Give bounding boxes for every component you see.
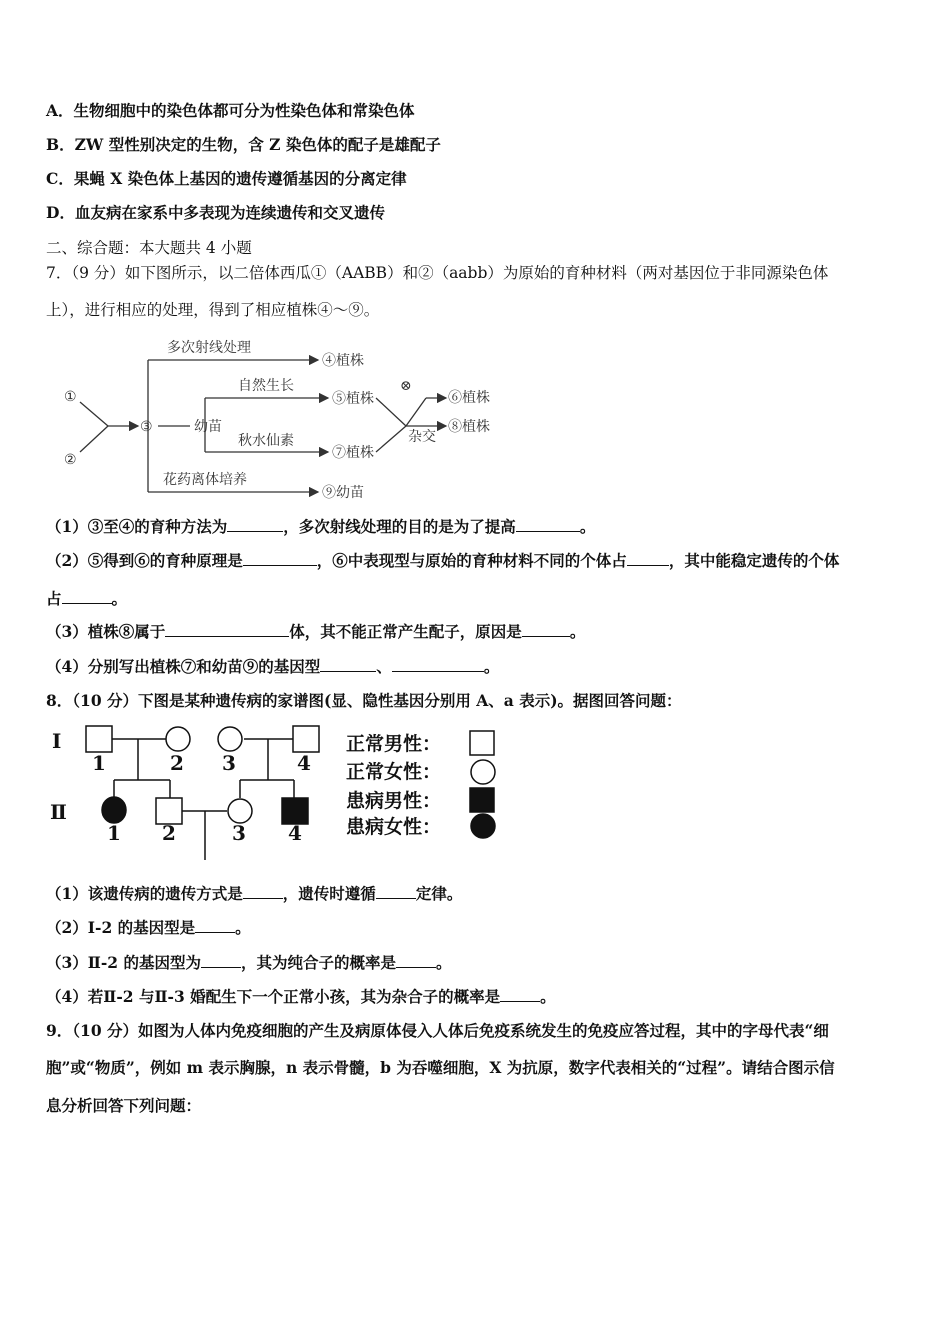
legend-affected-female-symbol <box>471 814 495 838</box>
generation-i-label: Ⅰ <box>52 729 62 753</box>
label-i1: 1 <box>92 751 106 775</box>
q7-sub1: （1）③至④的育种方法为 ，多次射线处理的目的是为了提高 。 <box>46 517 596 536</box>
plant-5: ⑤植株 <box>332 391 374 407</box>
label-ii2: 2 <box>162 821 176 845</box>
legend-normal-male-symbol <box>470 731 494 755</box>
q9-line2: 胞”或“物质”，例如 m 表示胸腺，n 表示骨髓，b 为吞噬细胞，X 为抗原，数字代表相关的“过程”。请结合图示信 <box>46 1058 835 1077</box>
q7-sub3: （3）植株⑧属于 体，其不能正常产生配子，原因是 。 <box>46 622 586 641</box>
legend-affected-male-symbol <box>470 788 494 812</box>
i2-normal-female <box>166 727 190 751</box>
generation-ii-label: Ⅱ <box>50 800 67 824</box>
i1-normal-male <box>86 726 112 752</box>
legend-affected-female: 患病女性： <box>346 816 442 838</box>
q7-stem-line1: 7．（9 分）如下图所示，以二倍体西瓜①（AABB）和②（aabb）为原始的育种材料（两对基因位于非同源染色体 <box>46 264 829 282</box>
legend-affected-male: 患病男性： <box>346 790 442 812</box>
legend-normal-female-symbol <box>471 760 495 784</box>
legend-normal-male: 正常男性： <box>346 733 442 755</box>
label-ii3: 3 <box>232 821 246 845</box>
node-1: ① <box>64 389 77 405</box>
pedigree-chart <box>46 718 516 868</box>
label-ii1: 1 <box>107 821 121 845</box>
node-3: ③ <box>140 419 153 435</box>
plant-6: ⑥植株 <box>448 390 490 406</box>
ii1-affected-female <box>102 797 126 823</box>
plant-4: ④植株 <box>322 353 364 369</box>
label-colchicine: 秋水仙素 <box>238 433 294 449</box>
label-i4: 4 <box>297 751 311 775</box>
q7-sub2: （2）⑤得到⑥的育种原理是 ，⑥中表现型与原始的育种材料不同的个体占 ，其中能稳定遗传的个体 <box>46 551 840 570</box>
section-title: 二、综合题：本大题共 4 小题 <box>46 239 252 257</box>
seedling-9: ⑨幼苗 <box>322 485 364 501</box>
legend-normal-female: 正常女性： <box>346 761 442 783</box>
q7-stem-line2: 上），进行相应的处理，得到了相应植株④～⑨。 <box>46 301 380 319</box>
label-cross: 杂交 <box>408 429 436 445</box>
label-i2: 2 <box>170 751 184 775</box>
node-2: ② <box>64 452 77 468</box>
q8-sub4: （4）若Ⅱ-2 与Ⅱ-3 婚配生下一个正常小孩，其为杂合子的概率是 。 <box>46 987 556 1006</box>
label-ii4: 4 <box>288 821 302 845</box>
q9-line3: 息分析回答下列问题： <box>46 1096 202 1115</box>
breeding-diagram <box>50 330 520 510</box>
q8-sub3: （3）Ⅱ-2 的基因型为 ，其为纯合子的概率是 。 <box>46 953 452 972</box>
q8-sub2: （2）Ⅰ-2 的基因型是 。 <box>46 918 251 937</box>
option-a: A．生物细胞中的染色体都可分为性染色体和常染色体 <box>46 101 415 120</box>
label-natural: 自然生长 <box>238 378 294 394</box>
q8-sub1: （1）该遗传病的遗传方式是 ，遗传时遵循 定律。 <box>46 884 463 903</box>
plant-7: ⑦植株 <box>332 445 374 461</box>
label-anther: 花药离体培养 <box>163 472 247 488</box>
node-seedling: 幼苗 <box>194 419 222 435</box>
i3-normal-female <box>218 727 242 751</box>
option-b: B．ZW 型性别决定的生物，含 Z 染色体的配子是雄配子 <box>46 135 441 154</box>
ii3-normal-female <box>228 799 252 823</box>
label-radiation: 多次射线处理 <box>167 340 251 356</box>
label-i3: 3 <box>222 751 236 775</box>
selfing-symbol: ⊗ <box>400 378 412 394</box>
option-d: D．血友病在家系中多表现为连续遗传和交叉遗传 <box>46 203 385 222</box>
plant-8: ⑧植株 <box>448 419 490 435</box>
q8-stem: 8．（10 分）下图是某种遗传病的家谱图(显、隐性基因分别用 A、a 表示)。据图回答问题： <box>46 691 682 710</box>
q7-sub4: （4）分别写出植株⑦和幼苗⑨的基因型 、 。 <box>46 657 500 676</box>
option-c: C．果蝇 X 染色体上基因的遗传遵循基因的分离定律 <box>46 169 407 188</box>
q7-sub2-cont: 占 。 <box>46 589 128 608</box>
i4-normal-male <box>293 726 319 752</box>
q9-line1: 9．（10 分）如图为人体内免疫细胞的产生及病原体侵入人体后免疫系统发生的免疫应答过程，其中的字母代表“细 <box>46 1021 829 1040</box>
